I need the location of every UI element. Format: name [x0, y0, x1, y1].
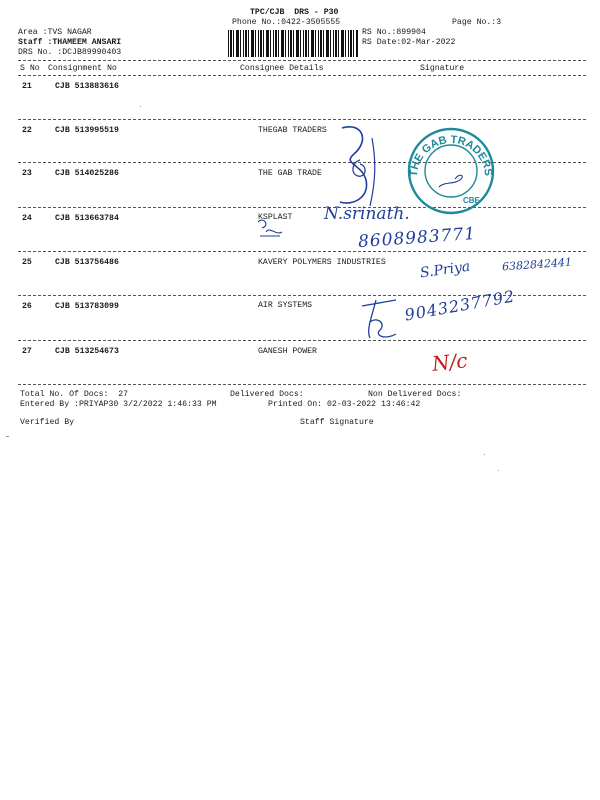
entered-by: Entered By :PRIYAP30 3/2/2022 1:46:33 PM — [20, 400, 217, 409]
handwritten-receiver-phone: 8608983771 — [357, 223, 477, 253]
drs-number: DRS No. :DCJB89990403 — [18, 48, 122, 57]
row-sno: 22 — [22, 126, 32, 135]
row-divider — [18, 340, 586, 341]
row-consignee: AIR SYSTEMS — [258, 301, 313, 310]
handwritten-receiver-phone-2: 6382842441 — [501, 255, 573, 274]
row-sno: 25 — [22, 258, 32, 267]
verified-by: Verified By — [20, 418, 75, 427]
barcode-graphic — [228, 30, 358, 57]
staff-name: Staff :THAMEEM ANSARI — [18, 38, 122, 47]
column-header-consignment: Consignment No — [48, 64, 117, 73]
handwritten-receiver-name: N.srinath. — [324, 204, 410, 224]
handwritten-receiver-phone-3: 9043237792 — [403, 286, 517, 325]
row-consignee: KAVERY POLYMERS INDUSTRIES — [258, 258, 386, 267]
column-header-divider — [18, 75, 586, 76]
row-consignment: CJB 513254673 — [55, 347, 119, 356]
row-consignment: CJB 513995519 — [55, 126, 119, 135]
area-label: Area :TVS NAGAR — [18, 28, 92, 37]
page-number: Page No.:3 — [452, 18, 502, 27]
column-header-signature: Signature — [420, 64, 465, 73]
total-docs: Total No. Of Docs: 27 — [20, 390, 129, 399]
row-sno: 26 — [22, 302, 32, 311]
column-header-sno: S No — [20, 64, 40, 73]
row-sno: 21 — [22, 82, 32, 91]
report-title: TPC/CJB DRS - P30 — [250, 8, 339, 17]
staff-signature: Staff Signature — [300, 418, 374, 427]
company-stamp — [403, 125, 498, 215]
handwritten-receiver-name-2: S.Priya — [419, 258, 472, 282]
row-consignment: CJB 513663784 — [55, 214, 119, 223]
stamp-city: CBE — [463, 196, 480, 205]
row-consignment: CJB 514025286 — [55, 169, 119, 178]
row-divider — [18, 207, 586, 208]
printed-on: Printed On: 02-03-2022 13:46:42 — [268, 400, 421, 409]
delivered-docs: Delivered Docs: — [230, 390, 304, 399]
header-divider — [18, 60, 586, 61]
handwritten-nlc-note: N/c — [430, 348, 469, 376]
row-consignment: CJB 513756486 — [55, 258, 119, 267]
row26-signature-scribble — [356, 296, 402, 344]
non-delivered-docs: Non Delivered Docs: — [368, 390, 462, 399]
stamp-text: THE GAB TRADERS — [407, 133, 495, 178]
row-sno: 24 — [22, 214, 32, 223]
row-sno: 27 — [22, 347, 32, 356]
rs-number: RS No.:899904 — [362, 28, 426, 37]
scan-speck — [140, 106, 141, 107]
row24-initial-scribble — [256, 214, 286, 240]
row-consignee: THE GAB TRADE — [258, 169, 322, 178]
row-divider — [18, 162, 586, 163]
row-consignment: CJB 513883616 — [55, 82, 119, 91]
scan-speck — [498, 470, 499, 471]
row-divider — [18, 251, 586, 252]
scan-speck — [6, 436, 9, 437]
row-sno: 23 — [22, 169, 32, 178]
column-header-consignee: Consignee Details — [240, 64, 324, 73]
row-divider — [18, 384, 586, 385]
signature-scribble — [332, 120, 382, 210]
row-divider — [18, 119, 586, 120]
phone-number: Phone No.:0422-3505555 — [232, 18, 341, 27]
row-consignee: KSPLAST — [258, 213, 293, 222]
row-consignment: CJB 513783099 — [55, 302, 119, 311]
row-consignee: GANESH POWER — [258, 347, 317, 356]
rs-date: RS Date:02-Mar-2022 — [362, 38, 456, 47]
row-consignee: THEGAB TRADERS — [258, 126, 327, 135]
scan-speck — [484, 454, 485, 455]
